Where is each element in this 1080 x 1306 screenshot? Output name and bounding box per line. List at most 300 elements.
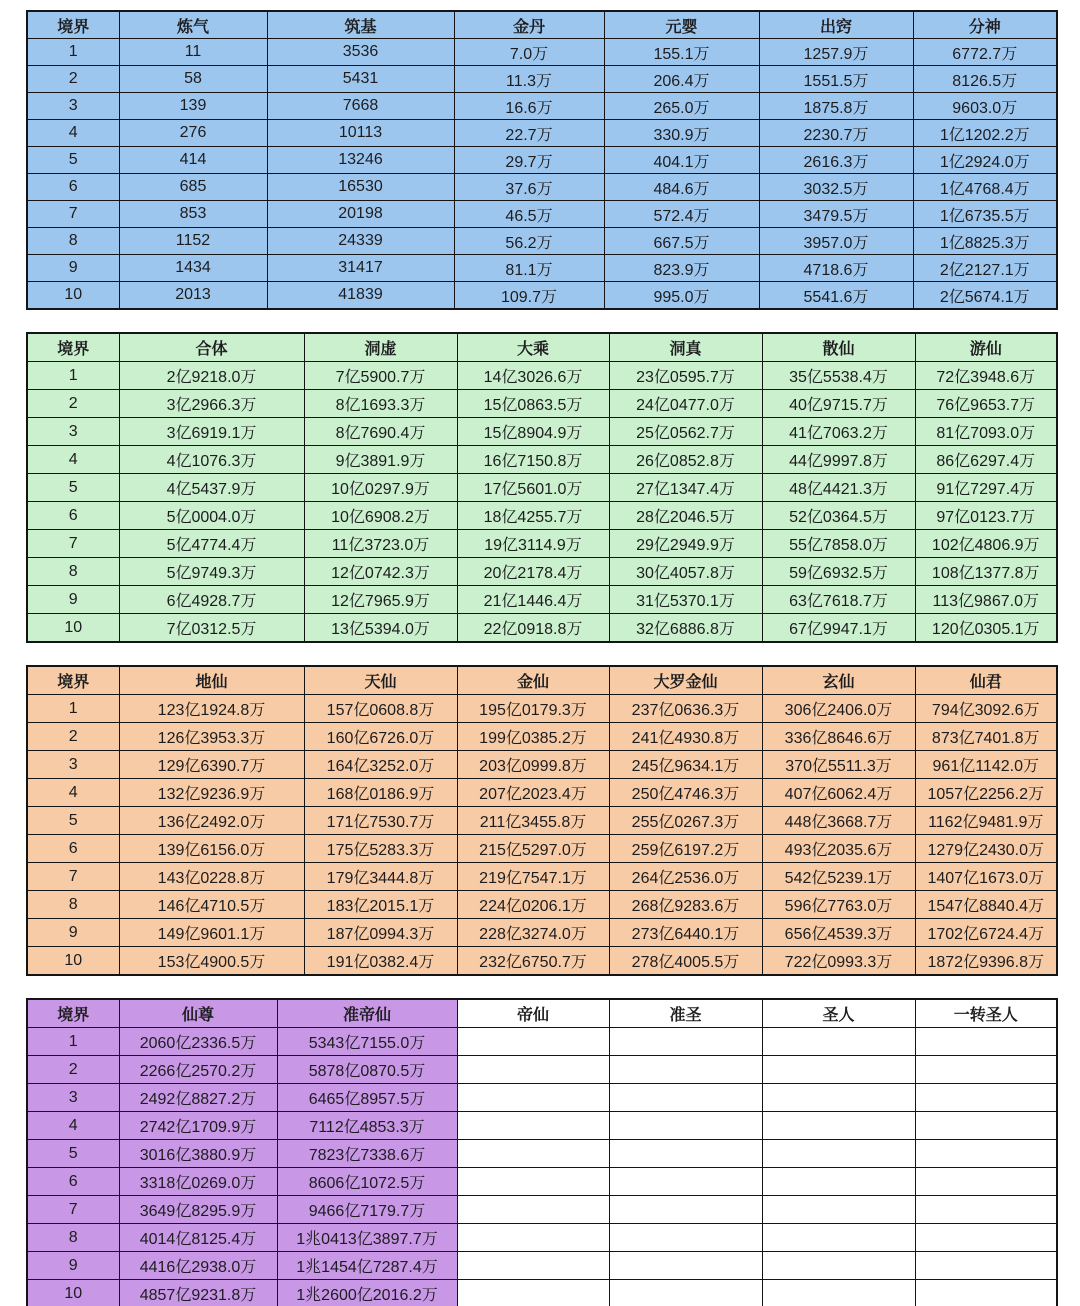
value-cell bbox=[457, 1252, 609, 1280]
value-cell: 15亿8904.9万 bbox=[457, 418, 609, 446]
column-header: 洞虚 bbox=[304, 333, 457, 362]
value-cell: 542亿5239.1万 bbox=[762, 863, 915, 891]
value-cell bbox=[762, 1112, 915, 1140]
value-cell: 203亿0999.8万 bbox=[457, 751, 609, 779]
value-cell: 22亿0918.8万 bbox=[457, 614, 609, 643]
value-cell: 24亿0477.0万 bbox=[609, 390, 762, 418]
value-cell: 4416亿2938.0万 bbox=[119, 1252, 277, 1280]
immortal-realms-table bbox=[26, 665, 1058, 976]
value-cell: 8126.5万 bbox=[913, 66, 1057, 93]
value-cell bbox=[457, 1168, 609, 1196]
value-cell: 132亿9236.9万 bbox=[119, 779, 304, 807]
table-row bbox=[27, 147, 1057, 174]
column-header: 帝仙 bbox=[457, 999, 609, 1028]
stage-cell: 1 bbox=[27, 39, 119, 66]
value-cell bbox=[609, 1224, 762, 1252]
value-cell: 4亿5437.9万 bbox=[119, 474, 304, 502]
stage-cell: 2 bbox=[27, 1056, 119, 1084]
value-cell: 3032.5万 bbox=[759, 174, 913, 201]
value-cell: 187亿0994.3万 bbox=[304, 919, 457, 947]
value-cell: 10亿0297.9万 bbox=[304, 474, 457, 502]
value-cell: 123亿1924.8万 bbox=[119, 695, 304, 723]
table-section-ascension-realms bbox=[26, 332, 1058, 643]
value-cell bbox=[609, 1028, 762, 1056]
value-cell: 58 bbox=[119, 66, 267, 93]
value-cell bbox=[457, 1056, 609, 1084]
column-header: 地仙 bbox=[119, 666, 304, 695]
value-cell: 1亿8825.3万 bbox=[913, 228, 1057, 255]
table-row bbox=[27, 1196, 1057, 1224]
value-cell: 232亿6750.7万 bbox=[457, 947, 609, 976]
value-cell bbox=[915, 1252, 1057, 1280]
value-cell: 199亿0385.2万 bbox=[457, 723, 609, 751]
value-cell: 493亿2035.6万 bbox=[762, 835, 915, 863]
value-cell: 17亿5601.0万 bbox=[457, 474, 609, 502]
value-cell: 139亿6156.0万 bbox=[119, 835, 304, 863]
value-cell: 41839 bbox=[267, 282, 454, 310]
stage-cell: 9 bbox=[27, 586, 119, 614]
column-header: 准帝仙 bbox=[277, 999, 457, 1028]
value-cell: 330.9万 bbox=[604, 120, 759, 147]
value-cell: 264亿2536.0万 bbox=[609, 863, 762, 891]
value-cell: 149亿9601.1万 bbox=[119, 919, 304, 947]
value-cell bbox=[609, 1140, 762, 1168]
value-cell: 44亿9997.8万 bbox=[762, 446, 915, 474]
value-cell: 5亿4774.4万 bbox=[119, 530, 304, 558]
value-cell: 18亿4255.7万 bbox=[457, 502, 609, 530]
value-cell: 245亿9634.1万 bbox=[609, 751, 762, 779]
value-cell bbox=[762, 1280, 915, 1306]
value-cell bbox=[609, 1056, 762, 1084]
table-row bbox=[27, 947, 1057, 976]
value-cell: 3957.0万 bbox=[759, 228, 913, 255]
value-cell: 1兆1454亿7287.4万 bbox=[277, 1252, 457, 1280]
value-cell: 19亿3114.9万 bbox=[457, 530, 609, 558]
value-cell: 961亿1142.0万 bbox=[915, 751, 1057, 779]
table-row bbox=[27, 1056, 1057, 1084]
column-header: 准圣 bbox=[609, 999, 762, 1028]
ascension-realms-table bbox=[26, 332, 1058, 643]
value-cell: 24339 bbox=[267, 228, 454, 255]
value-cell: 97亿0123.7万 bbox=[915, 502, 1057, 530]
column-header: 合体 bbox=[119, 333, 304, 362]
stage-cell: 6 bbox=[27, 1168, 119, 1196]
value-cell: 2亿2127.1万 bbox=[913, 255, 1057, 282]
value-cell: 268亿9283.6万 bbox=[609, 891, 762, 919]
column-header: 仙君 bbox=[915, 666, 1057, 695]
value-cell: 9603.0万 bbox=[913, 93, 1057, 120]
value-cell: 11.3万 bbox=[454, 66, 604, 93]
value-cell: 404.1万 bbox=[604, 147, 759, 174]
value-cell: 30亿4057.8万 bbox=[609, 558, 762, 586]
stage-cell: 5 bbox=[27, 147, 119, 174]
stage-cell: 3 bbox=[27, 93, 119, 120]
value-cell bbox=[762, 1056, 915, 1084]
value-cell: 6亿4928.7万 bbox=[119, 586, 304, 614]
value-cell bbox=[915, 1056, 1057, 1084]
value-cell: 5541.6万 bbox=[759, 282, 913, 310]
value-cell: 195亿0179.3万 bbox=[457, 695, 609, 723]
stage-cell: 2 bbox=[27, 723, 119, 751]
supreme-realms-table bbox=[26, 998, 1058, 1306]
header-row bbox=[27, 999, 1057, 1028]
stage-cell: 3 bbox=[27, 418, 119, 446]
value-cell: 13亿5394.0万 bbox=[304, 614, 457, 643]
table-row bbox=[27, 779, 1057, 807]
column-header: 大乘 bbox=[457, 333, 609, 362]
table-row bbox=[27, 863, 1057, 891]
value-cell: 1亿6735.5万 bbox=[913, 201, 1057, 228]
table-row bbox=[27, 807, 1057, 835]
value-cell: 31亿5370.1万 bbox=[609, 586, 762, 614]
table-row bbox=[27, 530, 1057, 558]
table-row bbox=[27, 362, 1057, 390]
value-cell: 448亿3668.7万 bbox=[762, 807, 915, 835]
table-row bbox=[27, 282, 1057, 310]
stage-cell: 10 bbox=[27, 947, 119, 976]
value-cell: 276 bbox=[119, 120, 267, 147]
table-row bbox=[27, 502, 1057, 530]
column-header: 境界 bbox=[27, 999, 119, 1028]
stage-cell: 3 bbox=[27, 751, 119, 779]
stage-cell: 8 bbox=[27, 1224, 119, 1252]
value-cell: 215亿5297.0万 bbox=[457, 835, 609, 863]
mortal-cultivation-realms-table bbox=[26, 10, 1058, 310]
stage-cell: 8 bbox=[27, 228, 119, 255]
value-cell: 1257.9万 bbox=[759, 39, 913, 66]
value-cell: 113亿9867.0万 bbox=[915, 586, 1057, 614]
table-row bbox=[27, 891, 1057, 919]
value-cell: 11 bbox=[119, 39, 267, 66]
value-cell: 26亿0852.8万 bbox=[609, 446, 762, 474]
value-cell: 3318亿0269.0万 bbox=[119, 1168, 277, 1196]
column-header: 分神 bbox=[913, 11, 1057, 39]
value-cell: 15亿0863.5万 bbox=[457, 390, 609, 418]
value-cell: 1亿1202.2万 bbox=[913, 120, 1057, 147]
value-cell: 873亿7401.8万 bbox=[915, 723, 1057, 751]
table-row bbox=[27, 1224, 1057, 1252]
value-cell: 6465亿8957.5万 bbox=[277, 1084, 457, 1112]
table-row bbox=[27, 474, 1057, 502]
value-cell: 102亿4806.9万 bbox=[915, 530, 1057, 558]
value-cell: 56.2万 bbox=[454, 228, 604, 255]
value-cell bbox=[915, 1280, 1057, 1306]
value-cell: 22.7万 bbox=[454, 120, 604, 147]
value-cell: 153亿4900.5万 bbox=[119, 947, 304, 976]
value-cell bbox=[609, 1280, 762, 1306]
value-cell: 109.7万 bbox=[454, 282, 604, 310]
value-cell bbox=[609, 1168, 762, 1196]
value-cell: 7823亿7338.6万 bbox=[277, 1140, 457, 1168]
value-cell: 407亿6062.4万 bbox=[762, 779, 915, 807]
value-cell: 4718.6万 bbox=[759, 255, 913, 282]
value-cell: 12亿7965.9万 bbox=[304, 586, 457, 614]
column-header: 天仙 bbox=[304, 666, 457, 695]
table-row bbox=[27, 558, 1057, 586]
value-cell: 1407亿1673.0万 bbox=[915, 863, 1057, 891]
value-cell: 86亿6297.4万 bbox=[915, 446, 1057, 474]
value-cell: 59亿6932.5万 bbox=[762, 558, 915, 586]
value-cell: 139 bbox=[119, 93, 267, 120]
value-cell bbox=[457, 1280, 609, 1306]
value-cell: 35亿5538.4万 bbox=[762, 362, 915, 390]
value-cell: 183亿2015.1万 bbox=[304, 891, 457, 919]
value-cell: 108亿1377.8万 bbox=[915, 558, 1057, 586]
value-cell: 28亿2046.5万 bbox=[609, 502, 762, 530]
value-cell: 370亿5511.3万 bbox=[762, 751, 915, 779]
table-row bbox=[27, 66, 1057, 93]
value-cell: 255亿0267.3万 bbox=[609, 807, 762, 835]
table-row bbox=[27, 1168, 1057, 1196]
value-cell: 10亿6908.2万 bbox=[304, 502, 457, 530]
value-cell: 8亿1693.3万 bbox=[304, 390, 457, 418]
stage-cell: 6 bbox=[27, 502, 119, 530]
value-cell: 2616.3万 bbox=[759, 147, 913, 174]
value-cell: 168亿0186.9万 bbox=[304, 779, 457, 807]
value-cell: 3536 bbox=[267, 39, 454, 66]
value-cell: 11亿3723.0万 bbox=[304, 530, 457, 558]
column-header: 圣人 bbox=[762, 999, 915, 1028]
value-cell bbox=[457, 1196, 609, 1224]
table-row bbox=[27, 120, 1057, 147]
value-cell bbox=[915, 1168, 1057, 1196]
table-section-immortal-realms bbox=[26, 665, 1058, 976]
value-cell: 265.0万 bbox=[604, 93, 759, 120]
value-cell: 8亿7690.4万 bbox=[304, 418, 457, 446]
value-cell: 9亿3891.9万 bbox=[304, 446, 457, 474]
value-cell bbox=[762, 1028, 915, 1056]
value-cell: 2230.7万 bbox=[759, 120, 913, 147]
value-cell bbox=[915, 1196, 1057, 1224]
value-cell: 81亿7093.0万 bbox=[915, 418, 1057, 446]
column-header: 仙尊 bbox=[119, 999, 277, 1028]
value-cell: 2亿5674.1万 bbox=[913, 282, 1057, 310]
stage-cell: 3 bbox=[27, 1084, 119, 1112]
table-row bbox=[27, 919, 1057, 947]
value-cell: 656亿4539.3万 bbox=[762, 919, 915, 947]
value-cell bbox=[609, 1252, 762, 1280]
column-header: 境界 bbox=[27, 333, 119, 362]
value-cell bbox=[915, 1084, 1057, 1112]
value-cell: 4857亿9231.8万 bbox=[119, 1280, 277, 1306]
column-header: 金仙 bbox=[457, 666, 609, 695]
table-row bbox=[27, 228, 1057, 255]
table-row bbox=[27, 1084, 1057, 1112]
value-cell: 1872亿9396.8万 bbox=[915, 947, 1057, 976]
value-cell: 10113 bbox=[267, 120, 454, 147]
value-cell: 5431 bbox=[267, 66, 454, 93]
value-cell bbox=[762, 1140, 915, 1168]
table-row bbox=[27, 390, 1057, 418]
stage-cell: 1 bbox=[27, 1028, 119, 1056]
stage-cell: 10 bbox=[27, 282, 119, 310]
table-row bbox=[27, 174, 1057, 201]
stage-cell: 9 bbox=[27, 255, 119, 282]
table-row bbox=[27, 1140, 1057, 1168]
stage-cell: 4 bbox=[27, 120, 119, 147]
value-cell: 12亿0742.3万 bbox=[304, 558, 457, 586]
value-cell: 1152 bbox=[119, 228, 267, 255]
table-row bbox=[27, 751, 1057, 779]
value-cell: 3亿2966.3万 bbox=[119, 390, 304, 418]
realm-tables-wrap bbox=[26, 10, 1058, 1306]
value-cell: 7亿5900.7万 bbox=[304, 362, 457, 390]
table-row bbox=[27, 39, 1057, 66]
table-row bbox=[27, 586, 1057, 614]
value-cell: 823.9万 bbox=[604, 255, 759, 282]
value-cell: 4014亿8125.4万 bbox=[119, 1224, 277, 1252]
table-row bbox=[27, 1112, 1057, 1140]
value-cell: 55亿7858.0万 bbox=[762, 530, 915, 558]
value-cell: 722亿0993.3万 bbox=[762, 947, 915, 976]
header-row bbox=[27, 11, 1057, 39]
value-cell: 76亿9653.7万 bbox=[915, 390, 1057, 418]
value-cell: 207亿2023.4万 bbox=[457, 779, 609, 807]
stage-cell: 10 bbox=[27, 1280, 119, 1306]
value-cell: 16.6万 bbox=[454, 93, 604, 120]
table-section-mortal-cultivation-realms bbox=[26, 10, 1058, 310]
value-cell: 5878亿0870.5万 bbox=[277, 1056, 457, 1084]
value-cell: 3649亿8295.9万 bbox=[119, 1196, 277, 1224]
value-cell: 572.4万 bbox=[604, 201, 759, 228]
value-cell: 25亿0562.7万 bbox=[609, 418, 762, 446]
table-section-supreme-realms bbox=[26, 998, 1058, 1306]
value-cell: 211亿3455.8万 bbox=[457, 807, 609, 835]
stage-cell: 7 bbox=[27, 201, 119, 228]
value-cell: 32亿6886.8万 bbox=[609, 614, 762, 643]
value-cell: 20亿2178.4万 bbox=[457, 558, 609, 586]
value-cell: 995.0万 bbox=[604, 282, 759, 310]
value-cell: 1547亿8840.4万 bbox=[915, 891, 1057, 919]
value-cell: 16亿7150.8万 bbox=[457, 446, 609, 474]
value-cell: 1875.8万 bbox=[759, 93, 913, 120]
column-header: 金丹 bbox=[454, 11, 604, 39]
stage-cell: 9 bbox=[27, 1252, 119, 1280]
value-cell bbox=[762, 1196, 915, 1224]
value-cell: 16530 bbox=[267, 174, 454, 201]
stage-cell: 4 bbox=[27, 779, 119, 807]
table-row bbox=[27, 418, 1057, 446]
table-row bbox=[27, 723, 1057, 751]
value-cell: 1057亿2256.2万 bbox=[915, 779, 1057, 807]
value-cell bbox=[609, 1196, 762, 1224]
stage-cell: 6 bbox=[27, 174, 119, 201]
stage-cell: 8 bbox=[27, 558, 119, 586]
value-cell: 2492亿8827.2万 bbox=[119, 1084, 277, 1112]
value-cell: 179亿3444.8万 bbox=[304, 863, 457, 891]
value-cell bbox=[762, 1224, 915, 1252]
column-header: 散仙 bbox=[762, 333, 915, 362]
value-cell: 1551.5万 bbox=[759, 66, 913, 93]
column-header: 元婴 bbox=[604, 11, 759, 39]
value-cell: 155.1万 bbox=[604, 39, 759, 66]
value-cell: 259亿6197.2万 bbox=[609, 835, 762, 863]
value-cell: 14亿3026.6万 bbox=[457, 362, 609, 390]
value-cell bbox=[915, 1140, 1057, 1168]
stage-cell: 5 bbox=[27, 474, 119, 502]
value-cell: 5亿9749.3万 bbox=[119, 558, 304, 586]
table-row bbox=[27, 614, 1057, 643]
column-header: 洞真 bbox=[609, 333, 762, 362]
value-cell: 91亿7297.4万 bbox=[915, 474, 1057, 502]
table-row bbox=[27, 201, 1057, 228]
value-cell: 146亿4710.5万 bbox=[119, 891, 304, 919]
value-cell: 1兆2600亿2016.2万 bbox=[277, 1280, 457, 1306]
stage-cell: 5 bbox=[27, 807, 119, 835]
stage-cell: 1 bbox=[27, 695, 119, 723]
value-cell bbox=[457, 1140, 609, 1168]
stage-cell: 4 bbox=[27, 1112, 119, 1140]
value-cell bbox=[457, 1028, 609, 1056]
value-cell: 13246 bbox=[267, 147, 454, 174]
value-cell: 2742亿1709.9万 bbox=[119, 1112, 277, 1140]
value-cell: 4亿1076.3万 bbox=[119, 446, 304, 474]
value-cell bbox=[457, 1084, 609, 1112]
value-cell: 5343亿7155.0万 bbox=[277, 1028, 457, 1056]
value-cell: 228亿3274.0万 bbox=[457, 919, 609, 947]
table-row bbox=[27, 1028, 1057, 1056]
value-cell bbox=[609, 1112, 762, 1140]
value-cell: 126亿3953.3万 bbox=[119, 723, 304, 751]
value-cell: 3479.5万 bbox=[759, 201, 913, 228]
value-cell: 129亿6390.7万 bbox=[119, 751, 304, 779]
value-cell: 2013 bbox=[119, 282, 267, 310]
value-cell: 484.6万 bbox=[604, 174, 759, 201]
value-cell: 7亿0312.5万 bbox=[119, 614, 304, 643]
column-header: 炼气 bbox=[119, 11, 267, 39]
value-cell bbox=[609, 1084, 762, 1112]
value-cell: 46.5万 bbox=[454, 201, 604, 228]
table-row bbox=[27, 1280, 1057, 1306]
value-cell: 206.4万 bbox=[604, 66, 759, 93]
column-header: 一转圣人 bbox=[915, 999, 1057, 1028]
column-header: 玄仙 bbox=[762, 666, 915, 695]
column-header: 筑基 bbox=[267, 11, 454, 39]
value-cell: 31417 bbox=[267, 255, 454, 282]
value-cell: 37.6万 bbox=[454, 174, 604, 201]
table-row bbox=[27, 1252, 1057, 1280]
value-cell: 336亿8646.6万 bbox=[762, 723, 915, 751]
header-row bbox=[27, 333, 1057, 362]
value-cell: 171亿7530.7万 bbox=[304, 807, 457, 835]
value-cell: 52亿0364.5万 bbox=[762, 502, 915, 530]
stage-cell: 7 bbox=[27, 530, 119, 558]
value-cell: 143亿0228.8万 bbox=[119, 863, 304, 891]
table-row bbox=[27, 93, 1057, 120]
value-cell: 667.5万 bbox=[604, 228, 759, 255]
value-cell bbox=[915, 1112, 1057, 1140]
value-cell: 6772.7万 bbox=[913, 39, 1057, 66]
value-cell: 9466亿7179.7万 bbox=[277, 1196, 457, 1224]
value-cell: 67亿9947.1万 bbox=[762, 614, 915, 643]
value-cell: 596亿7763.0万 bbox=[762, 891, 915, 919]
value-cell: 2060亿2336.5万 bbox=[119, 1028, 277, 1056]
value-cell: 1162亿9481.9万 bbox=[915, 807, 1057, 835]
table-row bbox=[27, 255, 1057, 282]
value-cell: 685 bbox=[119, 174, 267, 201]
value-cell: 237亿0636.3万 bbox=[609, 695, 762, 723]
value-cell: 278亿4005.5万 bbox=[609, 947, 762, 976]
table-row bbox=[27, 835, 1057, 863]
value-cell: 48亿4421.3万 bbox=[762, 474, 915, 502]
stage-cell: 9 bbox=[27, 919, 119, 947]
value-cell: 20198 bbox=[267, 201, 454, 228]
column-header: 大罗金仙 bbox=[609, 666, 762, 695]
column-header: 境界 bbox=[27, 666, 119, 695]
value-cell: 29.7万 bbox=[454, 147, 604, 174]
stage-cell: 6 bbox=[27, 835, 119, 863]
value-cell: 5亿0004.0万 bbox=[119, 502, 304, 530]
